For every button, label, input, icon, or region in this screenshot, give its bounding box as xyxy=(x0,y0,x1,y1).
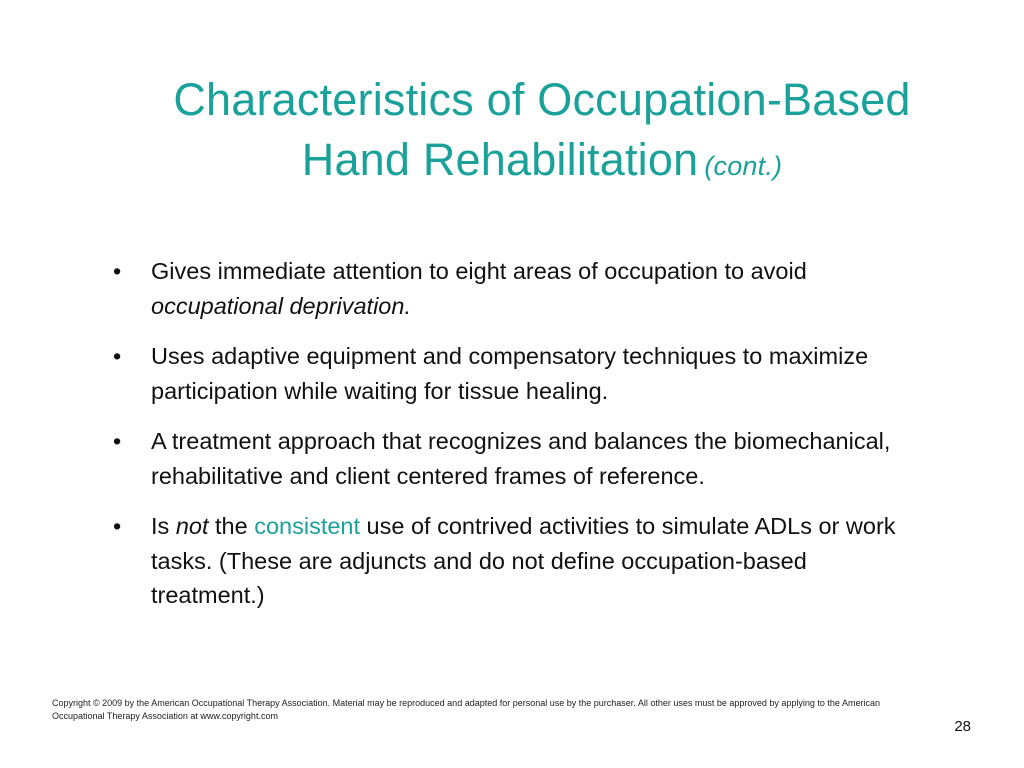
title-suffix: (cont.) xyxy=(704,151,783,181)
bullet-marker: • xyxy=(113,258,122,284)
bullet-highlight: consistent xyxy=(254,513,361,539)
bullet-text-pre: Is xyxy=(151,513,176,539)
bullet-list xyxy=(113,254,913,629)
bullet-text: Gives immediate attention to eight areas of occupation to avoid xyxy=(151,258,807,284)
bullet-emphasis-not: not xyxy=(175,513,209,539)
page-number: 28 xyxy=(954,718,971,735)
bullet-item xyxy=(113,424,913,493)
bullet-emphasis: occupational deprivation. xyxy=(151,292,411,319)
bullet-item xyxy=(113,254,913,323)
bullet-text-post: use of contrived activities to simulate ADLs or work tasks. (These are adjuncts and do not define occupation-based treatment.) xyxy=(151,513,896,608)
bullet-marker: • xyxy=(113,513,122,539)
bullet-text: Uses adaptive equipment and compensatory techniques to maximize participation while waiting for tissue healing. xyxy=(151,343,869,404)
title-line-2 xyxy=(100,130,984,196)
bullet-item xyxy=(113,509,913,613)
slide-title xyxy=(100,70,984,196)
copyright-notice: Copyright © 2009 by the American Occupational Therapy Association. Material may be reproduced and adapted for personal use by the purchaser. All other uses must be approved by applying to the American Occupational Therapy Association at www.copyright.com xyxy=(52,698,880,721)
title-line-2-text: Hand Rehabilitation xyxy=(301,134,699,185)
bullet-marker: • xyxy=(113,343,122,369)
bullet-item xyxy=(113,339,913,408)
bullet-text-the: the xyxy=(208,513,255,539)
title-line-1: Characteristics of Occupation-Based xyxy=(173,74,911,125)
bullet-marker: • xyxy=(113,428,122,454)
bullet-text: A treatment approach that recognizes and balances the biomechanical, rehabilitative and client centered frames of reference. xyxy=(151,428,891,489)
